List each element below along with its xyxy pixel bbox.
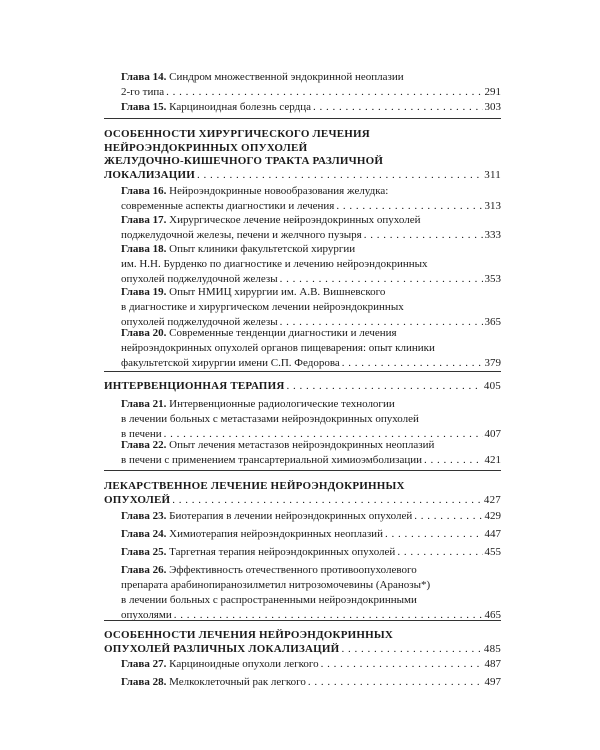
page-number: 291 [484,86,501,98]
chapter-label [121,564,166,576]
toc-entry-ch20[interactable] [121,326,501,371]
entry-title-cont: опухолей поджелудочной железы [121,316,278,328]
chapter-word: Глава [121,510,150,522]
chapter-word: Глава [121,327,150,339]
chapter-word: Глава [121,71,150,83]
entry-title: Современные тенденции диагностики и лечения [169,327,397,339]
entry-title: Химиотерапия нейроэндокринных неоплазий [169,528,383,540]
toc-entry-ch23[interactable] [121,509,501,524]
dot-leader [172,494,482,508]
entry-title: Опыт НМИЦ хирургии им. А.В. Вишневского [169,286,386,298]
toc-entry-ch15[interactable] [121,100,501,115]
section-divider [104,620,501,621]
section-title: ЛЕКАРСТВЕННОЕ ЛЕЧЕНИЕ НЕЙРОЭНДОКРИННЫХ [104,480,405,492]
toc-entry-ch28[interactable] [121,675,501,690]
chapter-label [121,71,166,83]
toc-entry-ch18[interactable] [121,242,501,287]
chapter-word: Глава [121,214,150,226]
entry-title-cont: нейроэндокринных опухолей органов пищеварения: опыт клиники [121,342,435,354]
page-number: 429 [484,510,501,522]
entry-title: Интервенционные радиологические технологии [169,398,395,410]
entry-title: Эффективность отечественного противоопухолевого [169,564,417,576]
chapter-number: 14. [152,71,167,83]
chapter-word: Глава [121,676,150,688]
toc-section-interventional[interactable] [104,380,501,394]
page-number: 455 [484,546,501,558]
chapter-number: 24. [152,528,167,540]
toc-entry-ch21[interactable] [121,397,501,442]
toc-section-drug-treatment[interactable] [104,480,501,507]
chapter-word: Глава [121,658,150,670]
toc-entry-ch26[interactable] [121,563,501,623]
dot-leader [424,453,483,468]
page-number: 407 [484,428,501,440]
page-number: 333 [484,229,501,241]
section-divider [104,371,501,372]
chapter-number: 16. [152,185,167,197]
chapter-word: Глава [121,564,150,576]
chapter-word: Глава [121,398,150,410]
chapter-number: 20. [152,327,167,339]
entry-title: Карциноидная болезнь сердца [169,101,311,113]
toc-entry-ch19[interactable] [121,285,501,330]
chapter-label [121,658,166,670]
entry-title-cont: им. Н.Н. Бурденко по диагностике и лечению нейроэндокринных [121,258,428,270]
chapter-label [121,546,166,558]
page-number: 365 [484,316,501,328]
chapter-label [121,676,166,688]
dot-leader [336,199,482,214]
chapter-number: 19. [152,286,167,298]
chapter-number: 21. [152,398,167,410]
entry-title-cont: в лечении больных с метастазами нейроэндокринных опухолей [121,413,419,425]
dot-leader [166,85,482,100]
page-number: 465 [484,609,501,621]
chapter-word: Глава [121,286,150,298]
dot-leader [308,675,483,690]
chapter-label [121,510,166,522]
page-number: 421 [484,454,501,466]
entry-title-cont: препарата арабинопиранозилметил нитрозомочевины (Аранозы*) [121,579,431,591]
entry-title-cont: в лечении больных с распространенными нейроэндокринными [121,594,417,606]
chapter-number: 25. [152,546,167,558]
chapter-number: 23. [152,510,167,522]
dot-leader [385,527,483,542]
page-number: 313 [484,200,501,212]
chapter-label [121,327,166,339]
page-number: 353 [484,273,501,285]
chapter-number: 15. [152,101,167,113]
chapter-word: Глава [121,185,150,197]
page-number: 303 [484,101,501,113]
entry-title: Опыт лечения метастазов нейроэндокринных неоплазий [169,439,435,451]
entry-title-cont: современные аспекты диагностики и лечения [121,200,335,212]
chapter-label [121,439,166,451]
chapter-number: 28. [152,676,167,688]
toc-section-special-localizations[interactable] [104,629,501,656]
entry-title: Таргетная терапия нейроэндокринных опухолей [169,546,396,558]
chapter-number: 22. [152,439,167,451]
entry-title-cont: 2-го типа [121,86,165,98]
toc-entry-ch16[interactable] [121,184,501,214]
entry-title-cont: опухолями [121,609,172,621]
toc-entry-ch22[interactable] [121,438,501,468]
chapter-word: Глава [121,546,150,558]
chapter-word: Глава [121,439,150,451]
entry-title: Мелкоклеточный рак легкого [169,676,306,688]
dot-leader [397,545,482,560]
entry-title-cont: в печени с применением трансартериальной химиоэмболизации [121,454,422,466]
page-number: 405 [483,380,501,392]
page-number: 311 [484,168,501,181]
entry-title: Хирургическое лечение нейроэндокринных опухолей [169,214,421,226]
dot-leader [197,169,482,183]
dot-leader [364,228,483,243]
chapter-word: Глава [121,101,150,113]
entry-title-cont: поджелудочной железы, печени и желчного пузыря [121,229,362,241]
toc-entry-ch24[interactable] [121,527,501,542]
entry-title-cont: факультетской хирургии имени С.П. Федорова [121,357,340,369]
toc-entry-ch27[interactable] [121,657,501,672]
section-divider [104,470,501,471]
toc-entry-ch17[interactable] [121,213,501,243]
entry-title: Опыт клиники факультетской хирургии [169,243,356,255]
chapter-number: 26. [152,564,167,576]
chapter-label [121,528,166,540]
dot-leader [414,509,482,524]
section-title-cont: ЖЕЛУДОЧНО-КИШЕЧНОГО ТРАКТА РАЗЛИЧНОЙ [104,155,384,167]
section-title: ОСОБЕННОСТИ ХИРУРГИЧЕСКОГО ЛЕЧЕНИЯ [104,128,370,140]
entry-title: Биотерапия в лечении нейроэндокринных опухолей [169,510,413,522]
section-title-cont: ОПУХОЛЕЙ [104,493,171,506]
section-title-cont: НЕЙРОЭНДОКРИННЫХ ОПУХОЛЕЙ [104,141,308,154]
chapter-label [121,286,166,298]
section-divider [104,118,501,119]
entry-title: Нейроэндокринные новообразования желудка: [169,185,389,197]
chapter-number: 27. [152,658,167,670]
dot-leader [286,380,481,394]
section-title-cont: ЛОКАЛИЗАЦИИ [104,168,196,181]
entry-title-cont: в печени [121,428,162,440]
page-number: 487 [484,658,501,670]
dot-leader [321,657,483,672]
chapter-label [121,101,166,113]
chapter-number: 18. [152,243,167,255]
page-number: 379 [484,357,501,369]
chapter-label [121,243,166,255]
chapter-label [121,214,166,226]
entry-title-cont: в диагностике и хирургическом лечении нейроэндокринных [121,301,404,313]
entry-title: Синдром множественной эндокринной неоплазии [169,71,404,83]
toc-entry-ch14[interactable] [121,70,501,100]
chapter-word: Глава [121,528,150,540]
entry-title-cont: опухолей поджелудочной железы [121,273,278,285]
page-number: 485 [483,642,501,655]
section-title-cont: ОПУХОЛЕЙ РАЗЛИЧНЫХ ЛОКАЛИЗАЦИЙ [104,642,340,655]
page-number: 447 [484,528,501,540]
section-title: ИНТЕРВЕНЦИОННАЯ ТЕРАПИЯ [104,380,285,392]
toc-entry-ch25[interactable] [121,545,501,560]
entry-title: Карциноидные опухоли легкого [169,658,319,670]
chapter-label [121,398,166,410]
chapter-number: 17. [152,214,167,226]
dot-leader [342,356,483,371]
chapter-label [121,185,166,197]
page-number: 427 [483,493,501,506]
dot-leader [341,643,481,657]
dot-leader [313,100,483,115]
chapter-word: Глава [121,243,150,255]
section-title: ОСОБЕННОСТИ ЛЕЧЕНИЯ НЕЙРОЭНДОКРИННЫХ [104,629,394,641]
toc-section-surgery[interactable] [104,128,501,182]
page-number: 497 [484,676,501,688]
